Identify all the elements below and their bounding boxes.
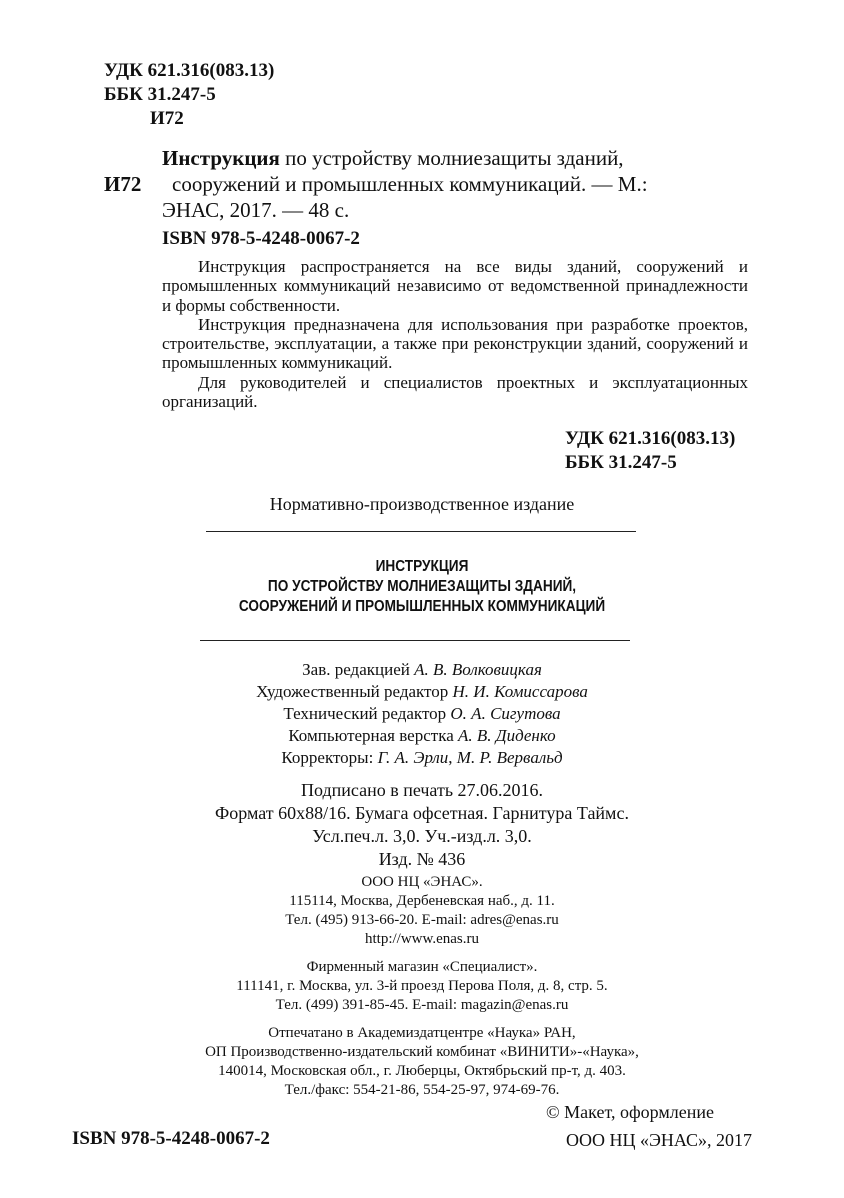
- credit-chief-editor: [120, 660, 724, 680]
- credit-name: Н. И. Комиссарова: [452, 682, 588, 701]
- biblio-line-2: сооружений и промышленных коммуникаций. — М.:: [172, 172, 648, 196]
- annotation-paragraph-3: Для руководителей и специалистов проектных и эксплуатационных организаций.: [162, 372, 748, 412]
- footer-copyright-line-2: ООО НЦ «ЭНАС», 2017: [566, 1130, 752, 1150]
- divider-top: [206, 531, 636, 532]
- annotation-paragraph-1: Инструкция распространяется на все виды зданий, сооружений и промышленных коммуникаций независимо от ведомственной принадлежности и формы собственности.: [162, 257, 748, 315]
- credit-name: А. В. Диденко: [458, 726, 556, 745]
- credit-layout: [120, 726, 724, 746]
- shop-address: 111141, г. Москва, ул. 3-й проезд Перова Поля, д. 8, стр. 5.: [236, 978, 608, 994]
- print-signed: Подписано в печать 27.06.2016.: [300, 780, 544, 800]
- credit-role: Компьютерная верстка: [288, 726, 458, 745]
- biblio-line-1: [162, 146, 624, 171]
- classification-bbk: ББК 31.247-5: [565, 452, 677, 473]
- printer-line-3: 140014, Московская обл., г. Люберцы, Октябрьский пр-т, д. 403.: [218, 1063, 626, 1079]
- printer-line-4: Тел./факс: 554-21-86, 554-25-97, 974-69-76.: [284, 1082, 560, 1098]
- book-title-line-3: СООРУЖЕНИЙ И ПРОМЫШЛЕННЫХ КОММУНИКАЦИЙ: [238, 598, 606, 615]
- annotation: [162, 257, 748, 411]
- credit-name: Г. А. Эрли: [377, 748, 449, 767]
- annotation-paragraph-2: Инструкция предназначена для использования при разработке проектов, строительстве, эксплуатации, а также при реконструкции зданий, сооружений и промышленных коммуникаций.: [162, 314, 748, 373]
- footer-isbn: ISBN 978-5-4248-0067-2: [72, 1128, 270, 1149]
- credit-art-editor: [120, 682, 724, 702]
- header-author-mark: И72: [150, 108, 184, 129]
- print-format: Формат 60х88/16. Бумага офсетная. Гарнитура Таймс.: [215, 803, 629, 823]
- credit-tech-editor: [120, 704, 724, 724]
- credit-role: Художественный редактор: [256, 682, 453, 701]
- publisher-address: 115114, Москва, Дербеневская наб., д. 11.: [289, 893, 555, 909]
- shop-contacts: Тел. (499) 391-85-45. E-mail: magazin@enas.ru: [275, 997, 569, 1013]
- biblio-title-bold: Инструкция: [162, 146, 280, 170]
- credit-role: Технический редактор: [283, 704, 451, 723]
- printer-line-2: ОП Производственно-издательский комбинат «ВИНИТИ»-«Наука»,: [205, 1044, 639, 1060]
- header-udk: УДК 621.316(083.13): [104, 60, 275, 81]
- book-title-line-1: ИНСТРУКЦИЯ: [375, 558, 469, 575]
- publisher-website: http://www.enas.ru: [364, 931, 479, 947]
- biblio-side-mark: И72: [104, 172, 142, 196]
- credit-proofreaders: [120, 748, 724, 768]
- printer-line-1: Отпечатано в Академиздатцентре «Наука» РАН,: [268, 1025, 576, 1041]
- credit-name: А. В. Волковицкая: [414, 660, 542, 679]
- print-edition-number: Изд. № 436: [378, 849, 466, 869]
- edition-type: Нормативно-производственное издание: [269, 494, 575, 514]
- book-title: [209, 557, 635, 617]
- biblio-line-3: ЭНАС, 2017. — 48 с.: [162, 198, 350, 222]
- print-sheets: Усл.печ.л. 3,0. Уч.-изд.л. 3,0.: [312, 826, 532, 846]
- divider-bottom: [200, 640, 630, 641]
- credit-separator: ,: [448, 748, 457, 767]
- publisher-contacts: Тел. (495) 913-66-20. E-mail: adres@enas.ru: [285, 912, 559, 928]
- book-title-line-2: ПО УСТРОЙСТВУ МОЛНИЕЗАЩИТЫ ЗДАНИЙ,: [267, 578, 577, 595]
- biblio-title-rest: по устройству молниезащиты зданий,: [279, 146, 624, 170]
- credit-name-2: М. Р. Вервальд: [456, 748, 563, 767]
- shop-name: Фирменный магазин «Специалист».: [306, 959, 538, 975]
- credit-role: Корректоры:: [281, 748, 378, 767]
- header-bbk: ББК 31.247-5: [104, 84, 216, 105]
- biblio-isbn: ISBN 978-5-4248-0067-2: [162, 228, 360, 249]
- classification-udk: УДК 621.316(083.13): [565, 428, 736, 449]
- credit-role: Зав. редакцией: [302, 660, 415, 679]
- publisher-name: ООО НЦ «ЭНАС».: [361, 874, 483, 890]
- credit-name: О. А. Сигутова: [450, 704, 561, 723]
- footer-copyright-line-1: © Макет, оформление: [546, 1102, 714, 1122]
